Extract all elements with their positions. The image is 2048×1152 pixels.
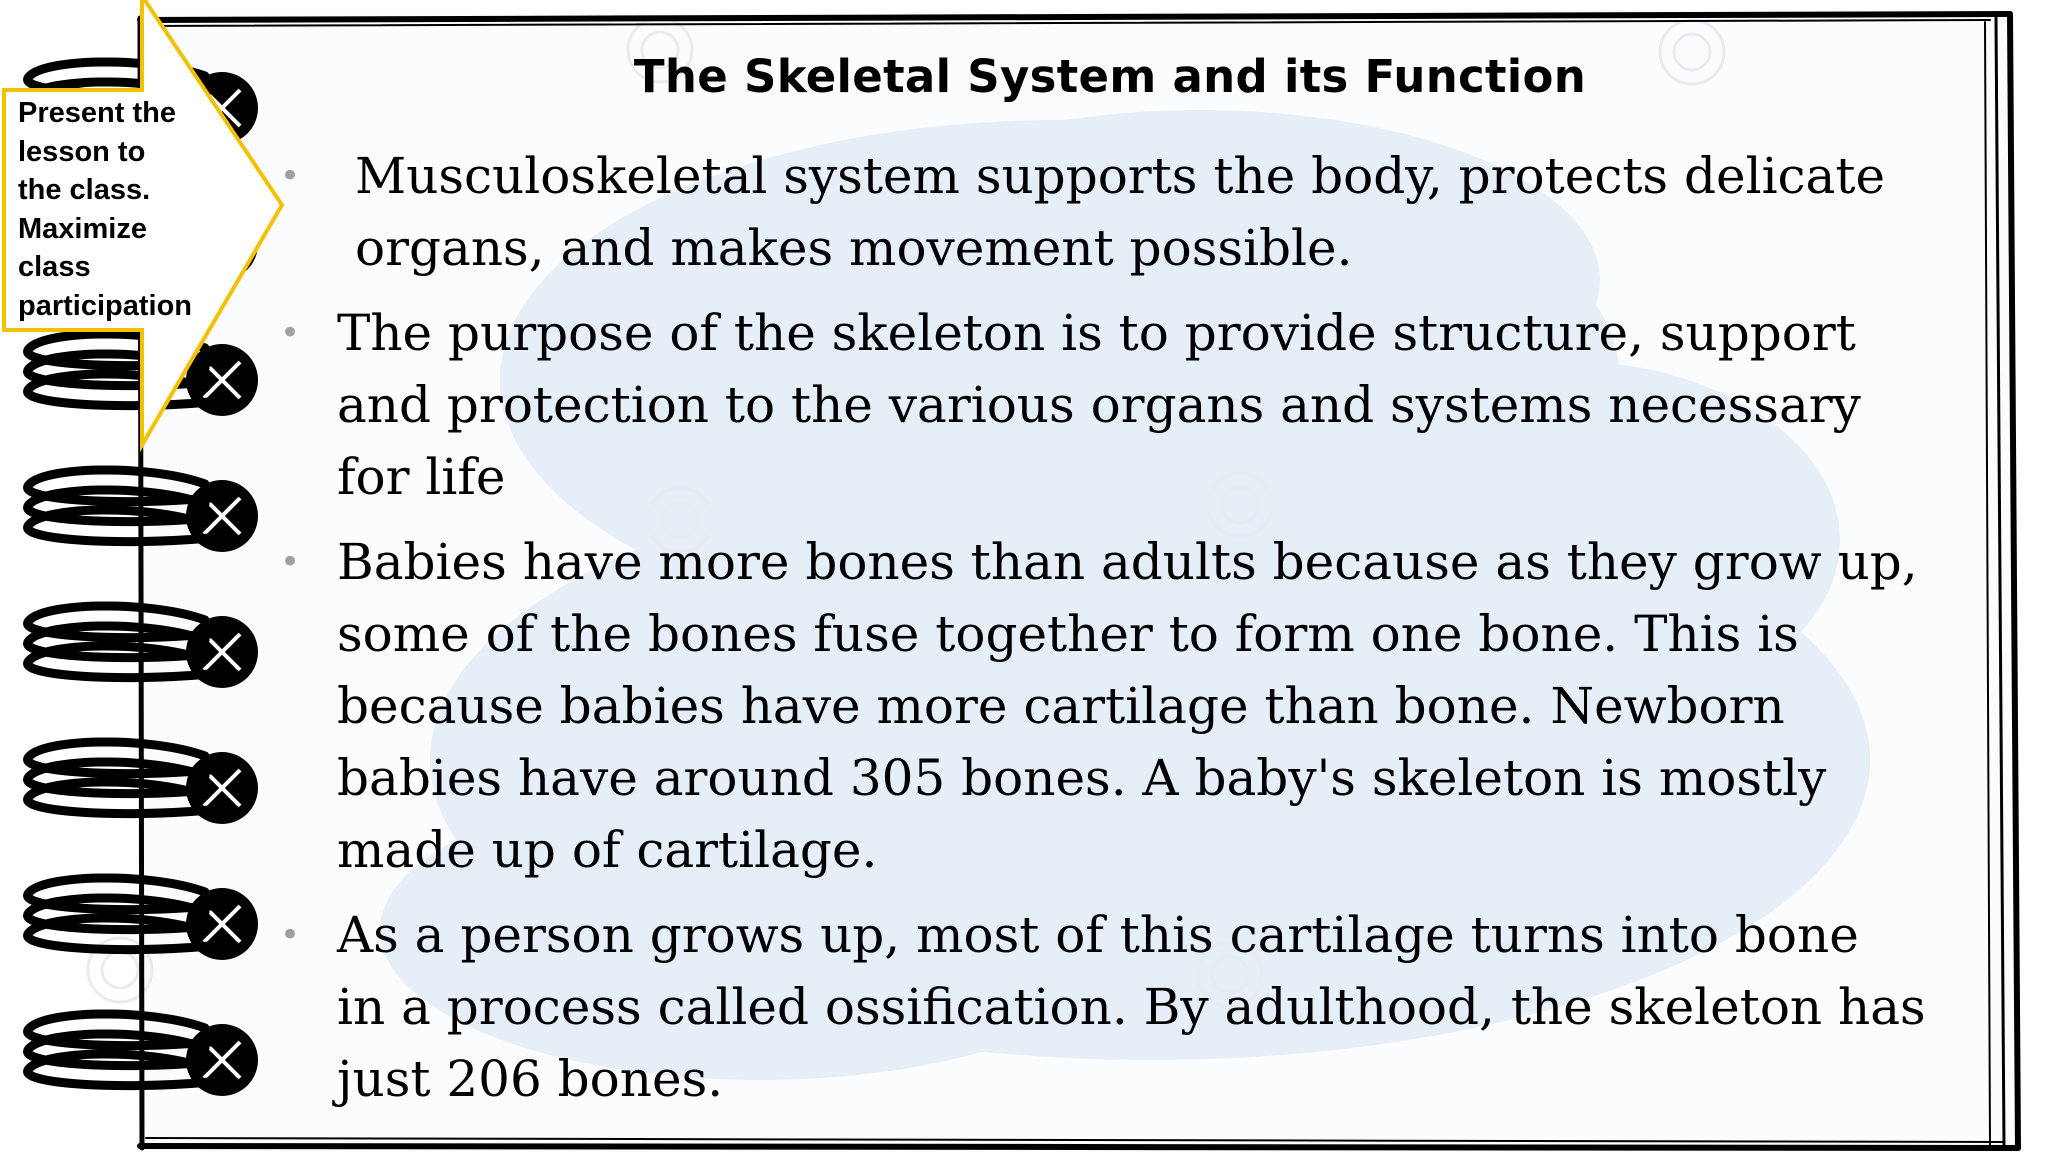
bullet-line: for life [337,448,506,506]
bullet-item [270,297,1970,513]
callout-line: class [18,251,91,283]
bullet-list [270,140,1970,1128]
callout-line: Present the [18,97,176,129]
bullet-line: The purpose of the skeleton is to provide structure, support [337,304,1856,362]
bullet-item [270,899,1970,1115]
bullet-line: Babies have more bones than adults because as they grow up, [337,533,1918,591]
bullet-item [270,140,1970,284]
callout-line: lesson to [18,135,146,168]
bullet-dot-icon: • [280,915,301,955]
callout-line: participation [18,289,193,322]
bullet-line: in a process called ossification. By adulthood, the skeleton has [337,978,1926,1036]
bullet-dot-icon: • [280,542,301,582]
callout-text [18,94,218,325]
bullet-line: As a person grows up, most of this cartilage turns into bone [337,906,1859,964]
bullet-line: Musculoskeletal system supports the body, protects delicate [355,147,1886,205]
bullet-dot-icon: • [280,156,301,196]
bullet-dot-icon: • [280,313,301,353]
slide-title: The Skeletal System and its Function [633,50,1587,103]
bullet-item [270,526,1970,886]
bullet-line: because babies have more cartilage than bone. Newborn [337,677,1785,735]
bullet-line: babies have around 305 bones. A baby's skeleton is mostly [337,749,1827,807]
bullet-line: organs, and makes movement possible. [355,219,1353,277]
callout-line: the class. [18,174,151,206]
callout-line: Maximize [18,212,147,245]
bullet-line: made up of cartilage. [337,821,878,879]
bullet-line: just 206 bones. [337,1050,724,1108]
bullet-line: some of the bones fuse together to form one bone. This is [337,605,1799,663]
bullet-line: and protection to the various organs and systems necessary [337,376,1861,434]
